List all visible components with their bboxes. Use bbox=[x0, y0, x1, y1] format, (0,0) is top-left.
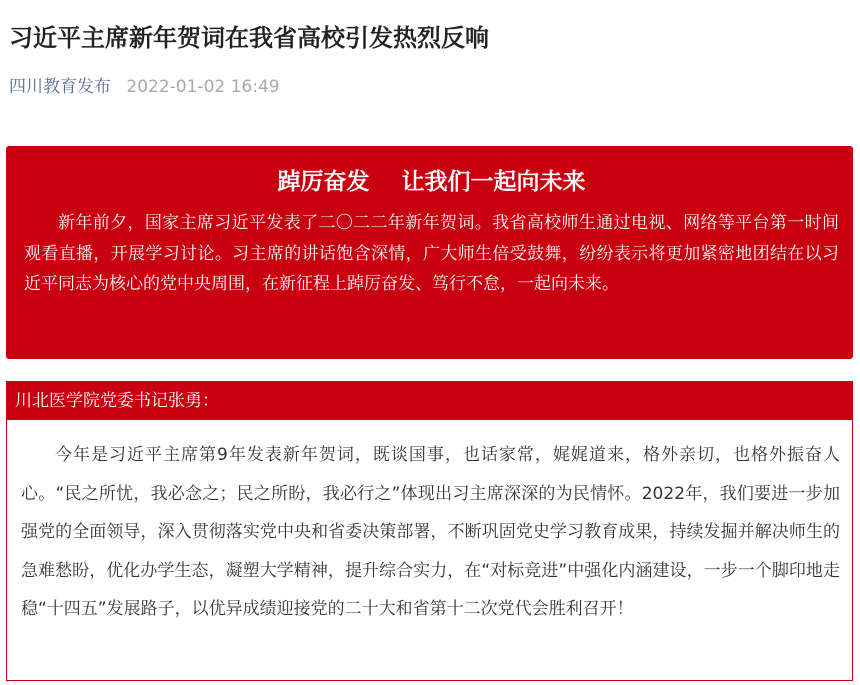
source-account-link[interactable]: 四川教育发布 bbox=[9, 77, 111, 97]
quote-body-text: 今年是习近平主席第9年发表新年贺词，既谈国事，也话家常，娓娓道来，格外亲切，也格外振奋人心。“民之所忧，我必念之；民之所盼，我必行之”体现出习主席深深的为民情怀。2022年，我们要进一步加强党的全面领导，深入贯彻落实党中央和省委决策部署，不断巩固党史学习教育成果，持续发掘并解决师生的急难愁盼，优化办学生态，凝塑大学精神，提升综合实力，在“对标竞进”中强化内涵建设，一步一个脚印地走稳“十四五”发展路子，以优异成绩迎接党的二十大和省第十二次党代会胜利召开！ bbox=[21, 445, 840, 619]
lead-summary-box bbox=[6, 146, 853, 359]
article-header bbox=[9, 20, 849, 100]
article-meta bbox=[9, 74, 849, 100]
publish-time: 2022-01-02 16:49 bbox=[126, 77, 280, 97]
lead-heading: 踔厉奋发 让我们一起向未来 bbox=[277, 169, 586, 195]
quote-speaker-header: 川北医学院党委书记张勇： bbox=[7, 382, 852, 420]
lead-paragraph: 新年前夕，国家主席习近平发表了二〇二二年新年贺词。我省高校师生通过电视、网络等平台第一时间观看直播，开展学习讨论。习主席的讲话饱含深情，广大师生倍受鼓舞，纷纷表示将更加紧密地团结在以习近平同志为核心的党中央周围，在新征程上踔厉奋发、笃行不怠，一起向未来。 bbox=[24, 213, 839, 294]
article-title: 习近平主席新年贺词在我省高校引发热烈反响 bbox=[9, 24, 489, 52]
quote-card bbox=[6, 381, 853, 681]
